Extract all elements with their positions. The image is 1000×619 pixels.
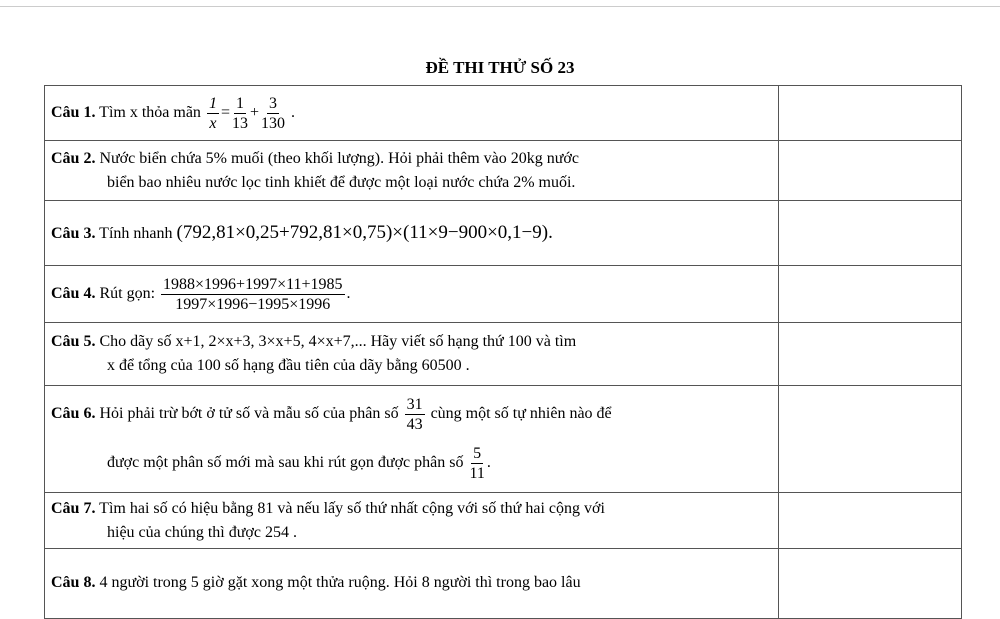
table-row [45, 493, 962, 549]
question-6: Câu 6. Hỏi phải trừ bớt ở tử số và mẫu số của phân số $\frac{31}{43}$ cùng một số tự nhiên nào để được một phân số mới mà sau khi rút gọn được phân số $\frac{5}{11}$ . [45, 386, 779, 493]
table-row [45, 323, 962, 386]
table-row [45, 549, 962, 619]
question-table [44, 85, 962, 619]
question-3: Câu 3. Tính nhanh (792,81×0,25+792,81×0,75)×(11×9−900×0,1−9). [45, 201, 779, 266]
table-row [45, 141, 962, 201]
question-2: Câu 2. Nước biển chứa 5% muối (theo khối lượng). Hỏi phải thêm vào 20kg nước biển bao nhiêu nước lọc tinh khiết để được một loại nước chứa 2% muối. [45, 141, 779, 201]
top-divider [0, 6, 1000, 7]
question-5: Câu 5. Cho dãy số x+1, 2×x+3, 3×x+5, 4×x+7,... Hãy viết số hạng thứ 100 và tìm x để tổng của 100 số hạng đầu tiên của dãy bằng 60500 . [45, 323, 779, 386]
table-row [45, 201, 962, 266]
answer-cell[interactable] [779, 323, 962, 386]
answer-cell[interactable] [779, 549, 962, 619]
page-title: ĐỀ THI THỬ SỐ 23 [425, 58, 575, 77]
answer-cell[interactable] [779, 266, 962, 323]
answer-cell[interactable] [779, 201, 962, 266]
answer-cell[interactable] [779, 86, 962, 141]
table-row [45, 266, 962, 323]
question-4: Câu 4. Rút gọn: $\frac{1988\times 1996+1997\times 11+1985}{1997\times 1996-1995\times 1996}$ . [45, 266, 779, 323]
answer-cell[interactable] [779, 386, 962, 493]
table-row [45, 386, 962, 493]
question-8: Câu 8. 4 người trong 5 giờ gặt xong một thửa ruộng. Hỏi 8 người thì trong bao lâu [45, 549, 779, 619]
answer-cell[interactable] [779, 493, 962, 549]
question-1: Câu 1. Tìm x thỏa mãn $\frac{1}{x}$ = $\frac{1}{13}$ + $\frac{3}{130}$ . [45, 86, 779, 141]
answer-cell[interactable] [779, 141, 962, 201]
question-7: Câu 7. Tìm hai số có hiệu bằng 81 và nếu lấy số thứ nhất cộng với số thứ hai cộng với hiệu của chúng thì được 254 . [45, 493, 779, 549]
table-row [45, 86, 962, 141]
